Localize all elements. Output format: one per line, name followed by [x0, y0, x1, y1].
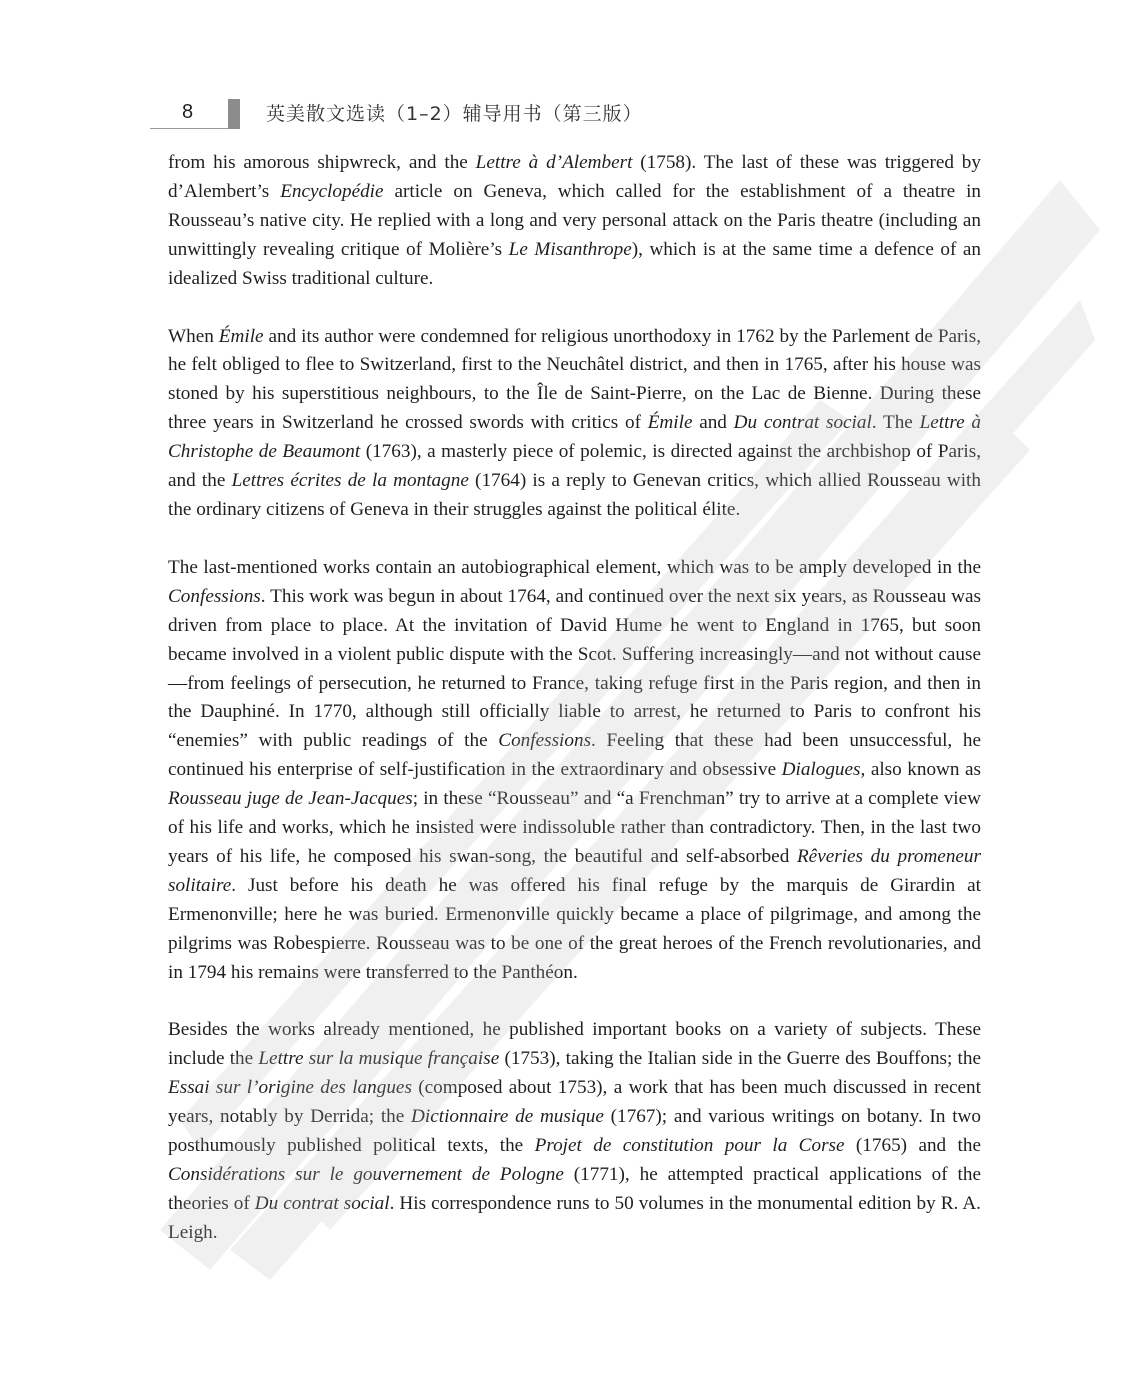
- text-run: and: [692, 412, 734, 434]
- body-text: [168, 149, 981, 1277]
- italic-title: Émile: [647, 412, 693, 434]
- italic-title: Essai sur l’origine des langues: [168, 1077, 412, 1099]
- text-run: . Just before his death he was offered his final refuge by the marquis de Girardin at Ermenonville; here he was buried. Ermenonville quickly became a place of pilgrimage, and among the pilgrims was Robespierre. Rousseau was to be one of the great heroes of the French revolutionaries, and in 1794 his remains were transferred to the Panthéon.: [168, 874, 981, 983]
- italic-title: Encyclopédie: [280, 180, 384, 202]
- italic-title: Considérations sur le gouvernement de Pologne: [168, 1164, 564, 1185]
- page-number: 8: [182, 101, 194, 123]
- italic-title: Rêveries du promeneur solitaire: [168, 845, 981, 896]
- italic-title: Dictionnaire de musique: [411, 1106, 604, 1128]
- text-run: (1767); and various writings on botany. In two posthumously published political texts, the: [168, 1106, 981, 1157]
- text-run: from his amorous shipwreck, and the: [168, 152, 476, 173]
- text-run: article on Geneva, which called for the establishment of a theatre in Rousseau’s native city. He replied with a long and very personal attack on the Paris theatre (including an unwittingly revealing critique of Molière’s: [168, 180, 981, 260]
- text-run: Besides the works already mentioned, he published important books on a variety of subjects. These include the: [168, 1019, 981, 1070]
- text-run: (1765) and the: [844, 1135, 981, 1157]
- text-run: (1758). The last of these was triggered by d’Alembert’s: [168, 152, 981, 202]
- text-run: . The: [871, 412, 920, 434]
- italic-title: Confessions: [498, 730, 592, 752]
- italic-title: Du contrat social: [254, 1192, 390, 1214]
- text-run: . Feeling that these had been unsuccessful, he continued his enterprise of self-justification in the extraordinary and obsessive: [168, 730, 981, 781]
- italic-title: Confessions: [168, 585, 261, 607]
- text-run: , also known as: [860, 759, 982, 781]
- italic-title: Émile: [218, 325, 264, 347]
- text-run: When: [168, 325, 219, 347]
- text-run: (1771), he attempted practical applications of the theories of: [168, 1164, 981, 1214]
- paragraph-2: [168, 323, 981, 525]
- italic-title: Dialogues: [781, 759, 861, 781]
- paragraph-4: [168, 1016, 981, 1247]
- text-run: (composed about 1753), a work that has been much discussed in recent years, notably by Derrida; the: [168, 1077, 981, 1128]
- header-bar: [228, 99, 240, 129]
- italic-title: Le Misanthrope: [508, 238, 632, 260]
- italic-title: Projet de constitution pour la Corse: [534, 1135, 845, 1157]
- italic-title: Lettre sur la musique française: [258, 1048, 500, 1070]
- text-run: (1753), taking the Italian side in the Guerre des Bouffons; the: [499, 1048, 982, 1070]
- italic-title: Lettre à Christophe de Beaumont: [168, 412, 982, 463]
- text-run: ; in these “Rousseau” and “a Frenchman” try to arrive at a complete view of his life and works, which he insisted were indissoluble rather than contradictory. Then, in the last two years of his life, he composed his swan-song, the beautiful and self-absorbed: [168, 788, 981, 867]
- text-run: ), which is at the same time a defence of an idealized Swiss traditional culture.: [168, 238, 981, 289]
- text-run: (1764) is a reply to Genevan critics, which allied Rousseau with the ordinary citizens of Geneva in their struggles against the political élite.: [168, 470, 981, 520]
- italic-title: Rousseau juge de Jean-Jacques: [168, 788, 413, 810]
- italic-title: Lettre à d’Alembert: [475, 152, 633, 173]
- italic-title: Du contrat social: [733, 412, 872, 434]
- text-run: and its author were condemned for religious unorthodoxy in 1762 by the Parlement de Paris, he felt obliged to flee to Switzerland, first to the Neuchâtel district, and then in 1765, after his house was stoned by his superstitious neighbours, to the Île de Saint-Pierre, on the Lac de Bienne. During these three years in Switzerland he crossed swords with critics of: [168, 325, 981, 434]
- italic-title: Lettres écrites de la montagne: [231, 470, 469, 492]
- paragraph-3: [168, 554, 981, 988]
- header-rule: [150, 128, 228, 129]
- text-run: . His correspondence runs to 50 volumes in the monumental edition by R. A. Leigh.: [168, 1192, 981, 1243]
- text-run: The last-mentioned works contain an autobiographical element, which was to be amply developed in the: [168, 556, 981, 578]
- text-run: (1763), a masterly piece of polemic, is directed against the archbishop of Paris, and the: [168, 441, 981, 492]
- text-run: . This work was begun in about 1764, and continued over the next six years, as Rousseau was driven from place to place. At the invitation of David Hume he went to England in 1765, but soon became involved in a violent public dispute with the Scot. Suffering increasingly—and not without cause—from feelings of persecution, he returned to France, taking refuge first in the Paris region, and then in the Dauphiné. In 1770, although still officially liable to arrest, he returned to Paris to confront his “enemies” with public readings of the: [168, 585, 981, 752]
- running-title: 英美散文选读（1–2）辅导用书（第三版）: [266, 103, 643, 125]
- paragraph-1: [168, 149, 981, 294]
- running-header: [150, 95, 980, 135]
